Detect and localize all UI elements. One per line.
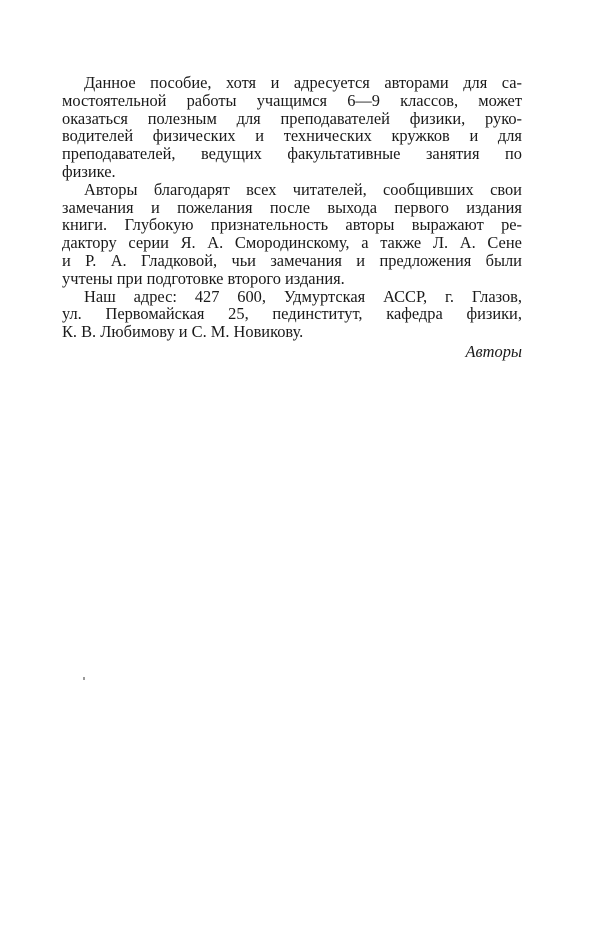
text-line: преподавателей, ведущих факультативные занятия по [62, 144, 522, 164]
text-line: книги. Глубокую признательность авторы выражают ре- [62, 215, 522, 235]
text-line: Авторы благодарят всех читателей, сообщивших свои [84, 179, 522, 199]
text-line: оказаться полезным для преподавателей физики, руко- [62, 108, 522, 128]
text-line: и Р. А. Гладковой, чьи замечания и предложения были [62, 250, 522, 270]
text-line: Данное пособие, хотя и адресуется авторами для са- [84, 73, 522, 92]
scan-speck [83, 677, 85, 680]
text-line: К. В. Любимову и С. М. Новикову. [62, 322, 304, 342]
paragraph-intro [62, 74, 522, 181]
text-line: водителей физических и технических кружков и для [62, 126, 522, 146]
paragraph-acknowledgements [62, 181, 522, 288]
signature: Авторы [465, 341, 522, 361]
text-line: Наш адрес: 427 600, Удмуртская АССР, г. Глазов, [84, 286, 522, 306]
text-line: замечания и пожелания после выхода первого издания [62, 197, 522, 217]
document-page [62, 74, 522, 361]
paragraph-address [62, 288, 522, 341]
text-line: учтены при подготовке второго издания. [62, 268, 345, 288]
text-line: мостоятельной работы учащимся 6—9 классов, может [62, 90, 522, 110]
text-line: дактору серии Я. А. Смородинскому, а также Л. А. Сене [62, 233, 522, 253]
text-line: ул. Первомайская 25, пединститут, кафедра физики, [62, 304, 522, 324]
text-line: физике. [62, 161, 116, 181]
